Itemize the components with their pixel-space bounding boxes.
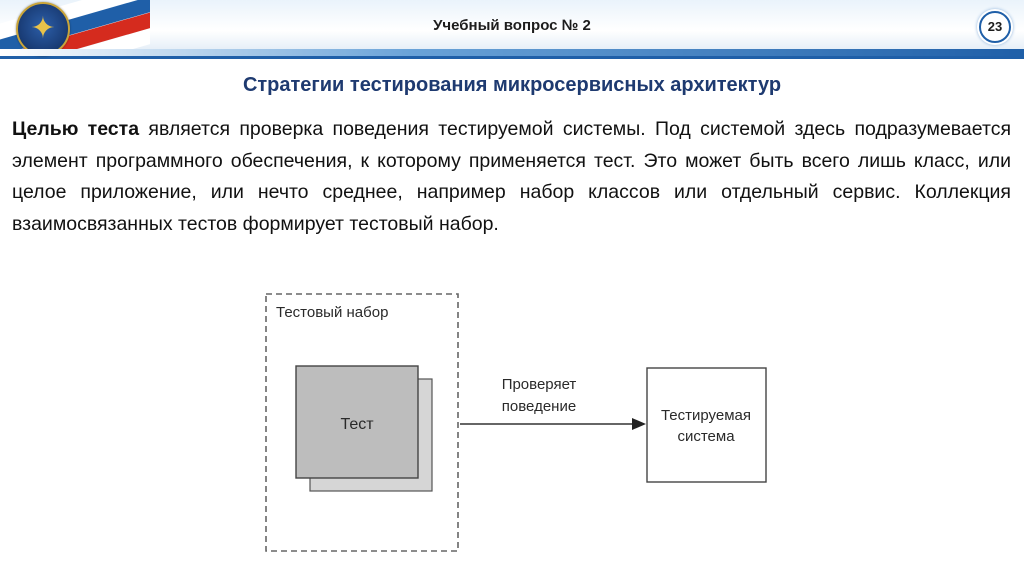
academy-emblem-icon: ✦: [16, 2, 70, 56]
paragraph-lead: Целью теста: [12, 118, 140, 140]
test-suite-label: Тестовый набор: [276, 304, 389, 321]
arrow-head-icon: [632, 418, 646, 430]
system-under-test-box: [647, 368, 766, 482]
system-label-line2: система: [677, 428, 735, 445]
paragraph-text: является проверка поведения тестируемой системы. Под системой здесь подразумевается элемент программного обеспечения, к которому применяется тест. Это может быть всего лишь класс, или целое приложение, или нечто среднее, например набор классов или отдельный сервис. Коллекция взаимосвязанных тестов формирует тестовый набор.: [12, 118, 1012, 235]
system-label-line1: Тестируемая: [660, 407, 752, 424]
test-suite-diagram: [264, 290, 776, 556]
body-paragraph: [12, 114, 1011, 240]
slide-title: Стратегии тестирования микросервисных архитектур: [242, 74, 782, 96]
test-label: Тест: [340, 416, 374, 433]
arrow-label-line2: поведение: [501, 398, 577, 415]
arrow-label-line1: Проверяет: [501, 376, 577, 393]
question-label: Учебный вопрос № 2: [433, 17, 591, 34]
slide-header: [0, 0, 1024, 59]
header-underline: [0, 49, 1024, 56]
page-number-badge: 23: [979, 11, 1011, 43]
